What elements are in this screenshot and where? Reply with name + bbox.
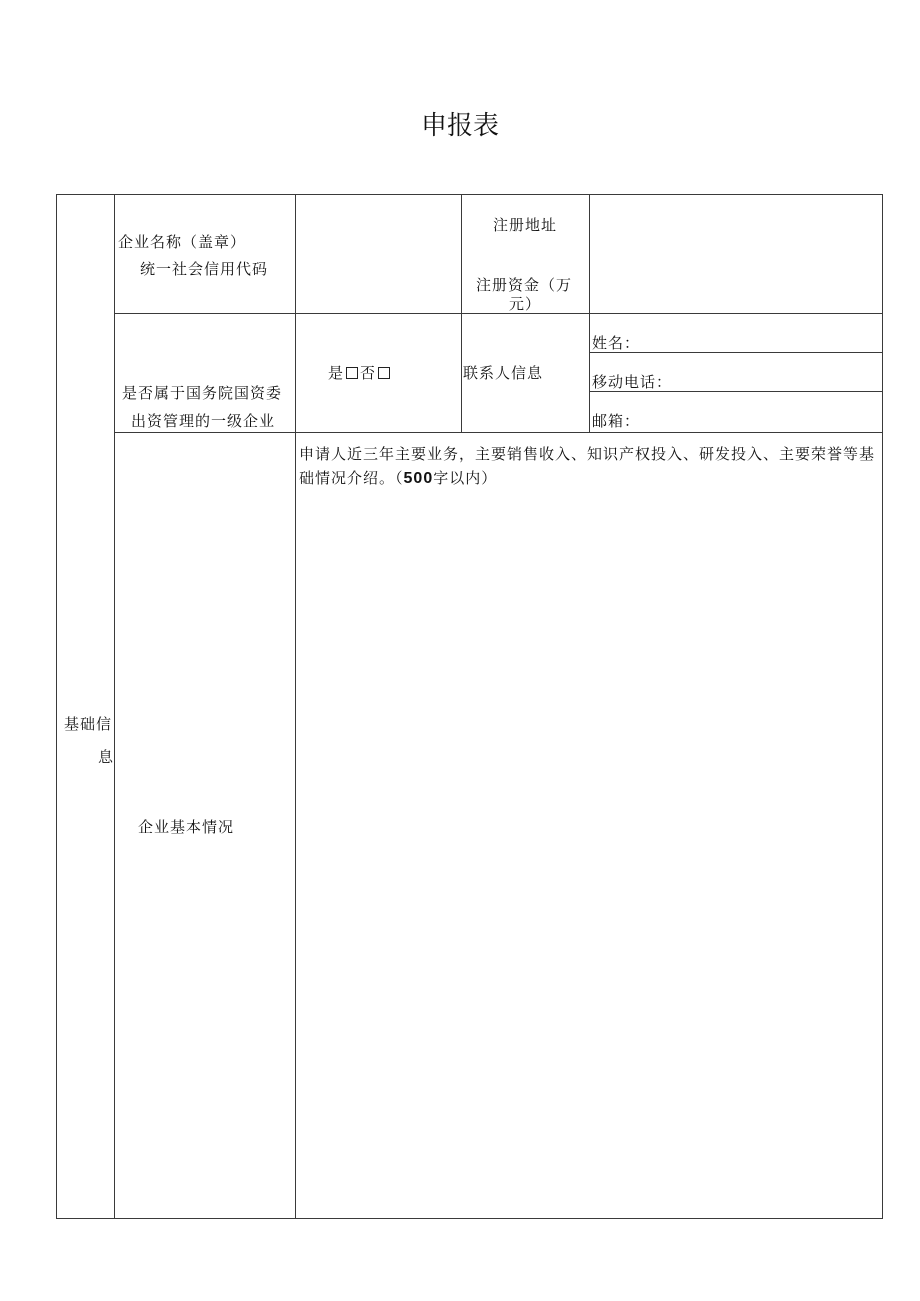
email-label: 邮箱： (592, 412, 641, 430)
yes-option-label: 是 (328, 364, 345, 382)
row-divider-1 (114, 313, 883, 314)
company-name-label: 企业名称（盖章） (118, 233, 247, 251)
column-divider-section (114, 194, 115, 1219)
soe-question-label: 是否属于国务院国资委 (122, 384, 283, 402)
contact-row-divider-2 (589, 391, 883, 392)
word-limit-number: 500 (403, 470, 434, 487)
credit-code-label: 统一社会信用代码 (140, 260, 269, 278)
instructions-text: 申请人近三年主要业务，主要销售收入、知识产权投入、研发投入、主要荣誉等基础情况介绍。 (299, 445, 876, 487)
contact-info-label: 联系人信息 (463, 364, 544, 382)
yes-checkbox[interactable] (346, 367, 358, 379)
section-label-basic-info: 基础信 (64, 715, 113, 733)
email-field[interactable] (640, 393, 882, 432)
basic-info-instructions (299, 442, 879, 491)
contact-name-label: 姓名： (592, 334, 641, 352)
mobile-phone-field[interactable] (670, 354, 882, 391)
no-checkbox[interactable] (378, 367, 390, 379)
yes-no-options (328, 364, 392, 382)
mobile-phone-label: 移动电话： (592, 373, 673, 391)
registered-capital-label: 注册资金（万 (476, 276, 573, 294)
instructions-limit-text: 字以内） (433, 469, 498, 487)
no-option-label: 否 (360, 364, 377, 382)
contact-row-divider-1 (589, 352, 883, 353)
soe-question-label-wrap: 出资管理的一级企业 (131, 412, 276, 430)
registered-address-value[interactable] (590, 195, 882, 313)
table-border-bottom (56, 1218, 883, 1219)
contact-name-field[interactable] (640, 315, 882, 352)
company-basic-info-label: 企业基本情况 (138, 818, 235, 836)
instructions-paren: （ (395, 469, 404, 487)
table-border-right (882, 194, 883, 1219)
basic-info-textarea[interactable] (296, 495, 882, 1217)
section-label-basic-info-wrap: 息 (98, 748, 115, 766)
company-name-value[interactable] (296, 195, 461, 313)
registered-capital-label-wrap: 元） (509, 295, 542, 313)
page-title: 申报表 (420, 111, 499, 142)
row-divider-2 (114, 432, 883, 433)
registered-address-label: 注册地址 (493, 216, 558, 234)
table-border-left (56, 194, 57, 1219)
